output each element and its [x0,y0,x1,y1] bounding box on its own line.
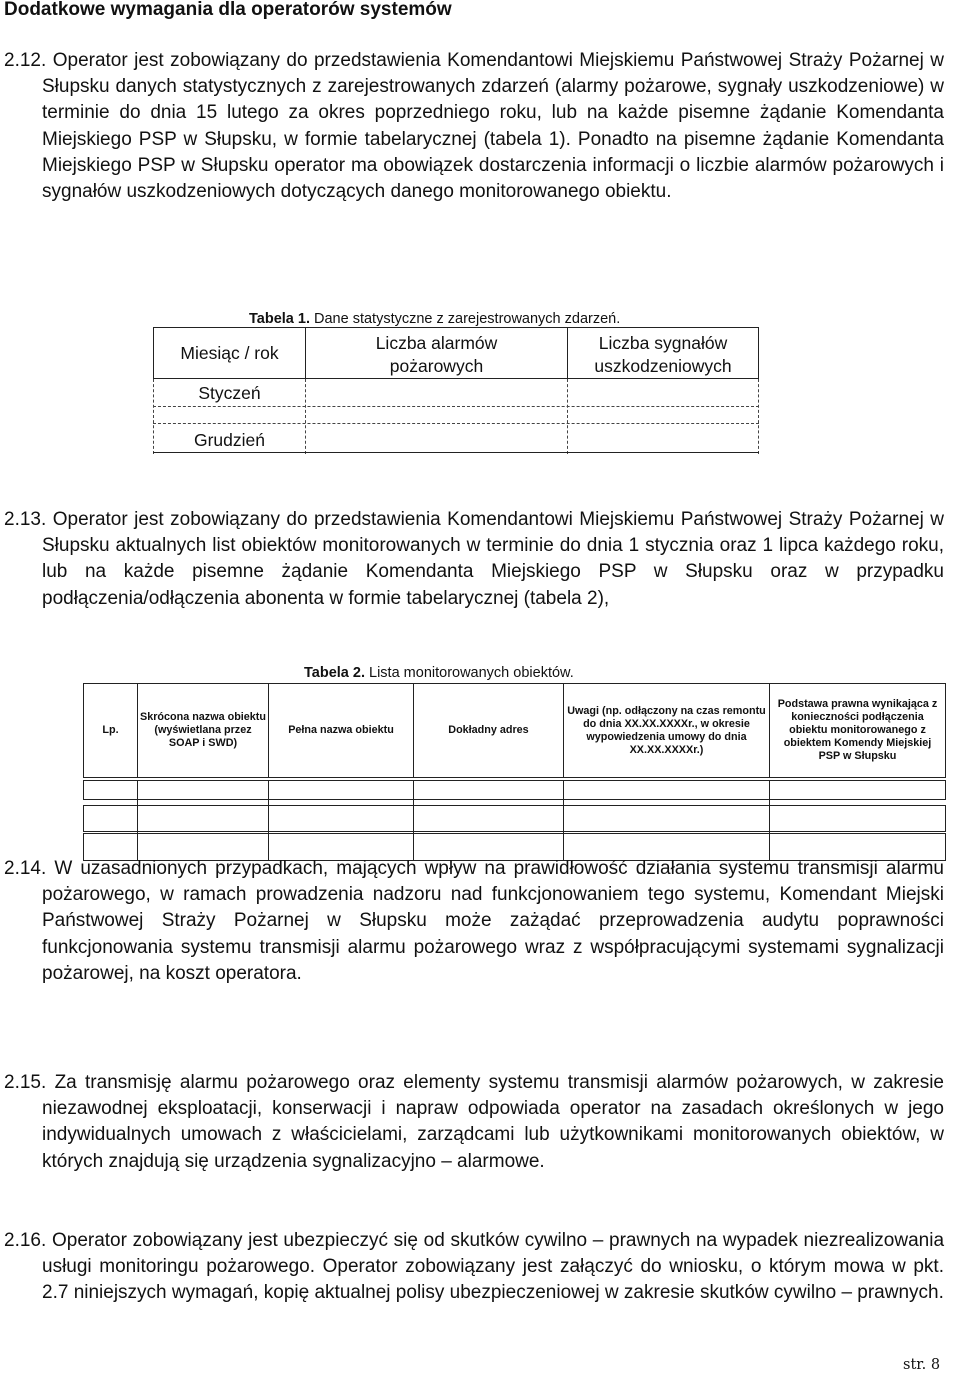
statistics-table [153,327,759,454]
table2-caption-label: Tabela 2. [304,665,365,681]
table1-col1-header: Miesiąc / rok [180,343,279,363]
table2-row [83,780,946,800]
paragraph-2-16 [4,1228,944,1307]
table2-row [83,805,946,832]
paragraph-number: 2.12. [4,50,47,71]
paragraph-2-14 [4,856,944,987]
table1-caption-label: Tabela 1. [249,311,310,327]
paragraph-text: Za transmisję alarmu pożarowego oraz elementy systemu transmisji alarmów pożarowych, w zakresie niezawodnej eksploatacji, konserwacji i napraw odpowiada operator na zasadach określonych w jego indywidualnych umowach z właścicielami, zarządcami lub użytkownikami monitorowanych obiektów, w których znajdują się urządzenia sygnalizacyjno – alarmowe. [42,1072,944,1172]
table2-col-divider [268,780,269,861]
table2-header-lp: Lp. [83,683,138,778]
table2-caption-text: Lista monitorowanych obiektów. [369,665,574,681]
table1-bottom-border [153,452,759,453]
table1-col2-header-line2: pożarowych [389,356,484,376]
table1-row-first: Styczeń [198,383,261,403]
paragraph-text: Operator zobowiązany jest ubezpieczyć się od skutków cywilno – prawnych na wypadek niezrealizowania usługi monitoringu pożarowego. Operator zobowiązany jest załączyć do wniosku, o którym mowa w pkt. 2.7 niniejszych wymagań, kopię aktualnej polisy ubezpieczeniowej w zakresie skutków cywilno – prawnych. [42,1230,945,1304]
table1-caption-text: Dane statystyczne z zarejestrowanych zdarzeń. [314,311,621,327]
table1-col-divider [758,379,759,454]
table2-header-address: Dokładny adres [413,683,564,778]
table1-col-divider [567,379,568,454]
table1-caption [249,311,620,327]
table2-col-divider [137,780,138,861]
paragraph-number: 2.13. [4,509,47,530]
paragraph-2-12 [4,48,944,205]
table2-header-full-name: Pełna nazwa obiektu [268,683,414,778]
paragraph-number: 2.16. [4,1230,47,1251]
page-number: str. 8 [903,1357,941,1373]
table2-header-remarks: Uwagi (np. odłączony na czas remontu do dnia XX.XX.XXXXr., w okresie wypowiedzenia umowy do dnia XX.XX.XXXXr.) [563,683,770,778]
paragraph-text: W uzasadnionych przypadkach, mających wpływ na prawidłowość działania systemu transmisji alarmu pożarowego, w ramach prowadzenia nadzoru nad funkcjonowaniem tego systemu, Komendant Miejski Państwowej Straży Pożarnej w Słupsku może zażądać przeprowadzenia audytu poprawności funkcjonowania systemu transmisji alarmu pożarowego wraz z współpracującymi systemami sygnalizacji pożarowej, na koszt operatora. [42,858,944,984]
table1-col3-header-line2: uszkodzeniowych [594,356,732,376]
table1-row-last: Grudzień [193,430,265,450]
paragraph-2-13 [4,507,944,612]
paragraph-number: 2.14. [4,858,47,879]
table2-col-divider [413,780,414,861]
table2-col-divider [769,780,770,861]
paragraph-2-15 [4,1070,944,1175]
table2-col-divider [563,780,564,861]
table1-row-divider [153,406,759,407]
table2-caption [304,665,574,681]
table1-col3-header-line1: Liczba sygnałów [598,333,728,353]
paragraph-text: Operator jest zobowiązany do przedstawienia Komendantowi Miejskiemu Państwowej Straży Pożarnej w Słupsku danych statystycznych z zarejestrowanych zdarzeń (alarmy pożarowe, sygnały uszkodzeniowe) w terminie do dnia 15 lutego za okres poprzedniego roku, lub na każde pisemne żądanie Komendanta Miejskiego PSP w Słupsku, w formie tabelarycznej (tabela 1). Ponadto na pisemne żądanie Komendanta Miejskiego PSP w Słupsku operator ma obowiązek dostarczenia informacji o liczbie alarmów pożarowych i sygnałów uszkodzeniowych dotyczących danego monitorowanego obiektu. [42,50,945,203]
table2-header-legal-basis: Podstawa prawna wynikająca z konieczności podłączenia obiektu monitorowanego z obiektem Komendy Miejskiej PSP w Słupsku [769,683,946,778]
paragraph-text: Operator jest zobowiązany do przedstawienia Komendantowi Miejskiemu Państwowej Straży Pożarnej w Słupsku aktualnych list obiektów monitorowanych w terminie do dnia 1 stycznia oraz 1 lipca każdego roku, lub na każde pisemne żądanie Komendanta Miejskiego PSP w Słupsku oraz w przypadku podłączenia/odłączenia abonenta w formie tabelarycznej (tabela 2), [42,509,945,609]
table1-row-divider [153,423,759,424]
paragraph-number: 2.15. [4,1072,47,1093]
table2-header-short-name: Skrócona nazwa obiektu (wyświetlana przez SOAP i SWD) [137,683,269,778]
page-heading: Dodatkowe wymagania dla operatorów systemów [4,0,452,20]
monitored-objects-table [83,683,946,861]
table1-col2-header-line1: Liczba alarmów [375,333,498,353]
